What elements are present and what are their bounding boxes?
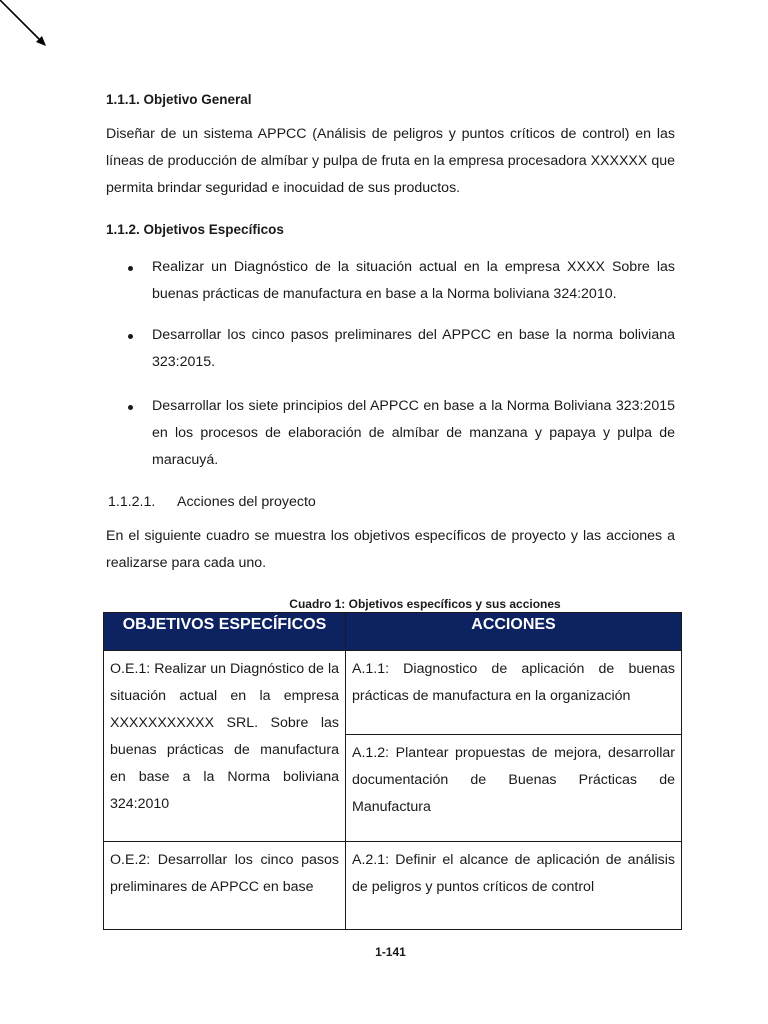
objectives-table xyxy=(103,612,682,930)
header-objectives: OBJETIVOS ESPECÍFICOS xyxy=(104,613,346,651)
bullet-icon xyxy=(128,334,133,339)
list-item-text: Realizar un Diagnóstico de la situación actual en la empresa XXXX Sobre las buenas prácticas de manufactura en base a la Norma boliviana 324:2010. xyxy=(152,259,675,302)
objective-cell: O.E.1: Realizar un Diagnóstico de la situación actual en la empresa XXXXXXXXXXX SRL. Sobre las buenas prácticas de manufactura en base a la Norma boliviana 324:2010 xyxy=(104,651,346,842)
table-row xyxy=(104,651,682,735)
table-header-row xyxy=(104,613,682,651)
bullet-icon xyxy=(128,405,133,410)
list-item-text: Desarrollar los cinco pasos preliminares del APPCC en base la norma boliviana 323:2015. xyxy=(152,327,675,370)
subsection-number: 1.1.2.1. xyxy=(108,494,156,510)
corner-arrow-icon xyxy=(0,0,50,50)
header-actions: ACCIONES xyxy=(346,613,682,651)
action-cell: A.1.2: Plantear propuestas de mejora, desarrollar documentación de Buenas Prácticas de Manufactura xyxy=(346,735,682,842)
subsection-heading xyxy=(108,494,316,510)
list-item-text: Desarrollar los siete principios del APPCC en base a la Norma Boliviana 323:2015 en los procesos de elaboración de almíbar de manzana y papaya y pulpa de maracuyá. xyxy=(152,398,675,468)
intro-paragraph: En el siguiente cuadro se muestra los objetivos específicos de proyecto y las acciones a realizarse para cada uno. xyxy=(106,528,675,571)
action-cell: A.2.1: Definir el alcance de aplicación de análisis de peligros y puntos críticos de control xyxy=(346,842,682,930)
table-caption: Cuadro 1: Objetivos específicos y sus acciones xyxy=(289,597,561,611)
objective-cell: O.E.2: Desarrollar los cinco pasos preliminares de APPCC en base xyxy=(104,842,346,930)
heading-objetivo-general: 1.1.1. Objetivo General xyxy=(106,92,252,107)
bullet-icon xyxy=(128,266,133,271)
heading-objetivos-especificos: 1.1.2. Objetivos Específicos xyxy=(106,222,284,237)
table-row xyxy=(104,842,682,930)
page-number: 1-141 xyxy=(375,945,406,959)
action-cell: A.1.1: Diagnostico de aplicación de buenas prácticas de manufactura en la organización xyxy=(346,651,682,735)
subsection-title: Acciones del proyecto xyxy=(177,494,316,510)
general-objective-paragraph: Diseñar de un sistema APPCC (Análisis de peligros y puntos críticos de control) en las líneas de producción de almíbar y pulpa de fruta en la empresa procesadora XXXXXX que permita brindar seguridad e inocuidad de sus productos. xyxy=(106,126,675,196)
